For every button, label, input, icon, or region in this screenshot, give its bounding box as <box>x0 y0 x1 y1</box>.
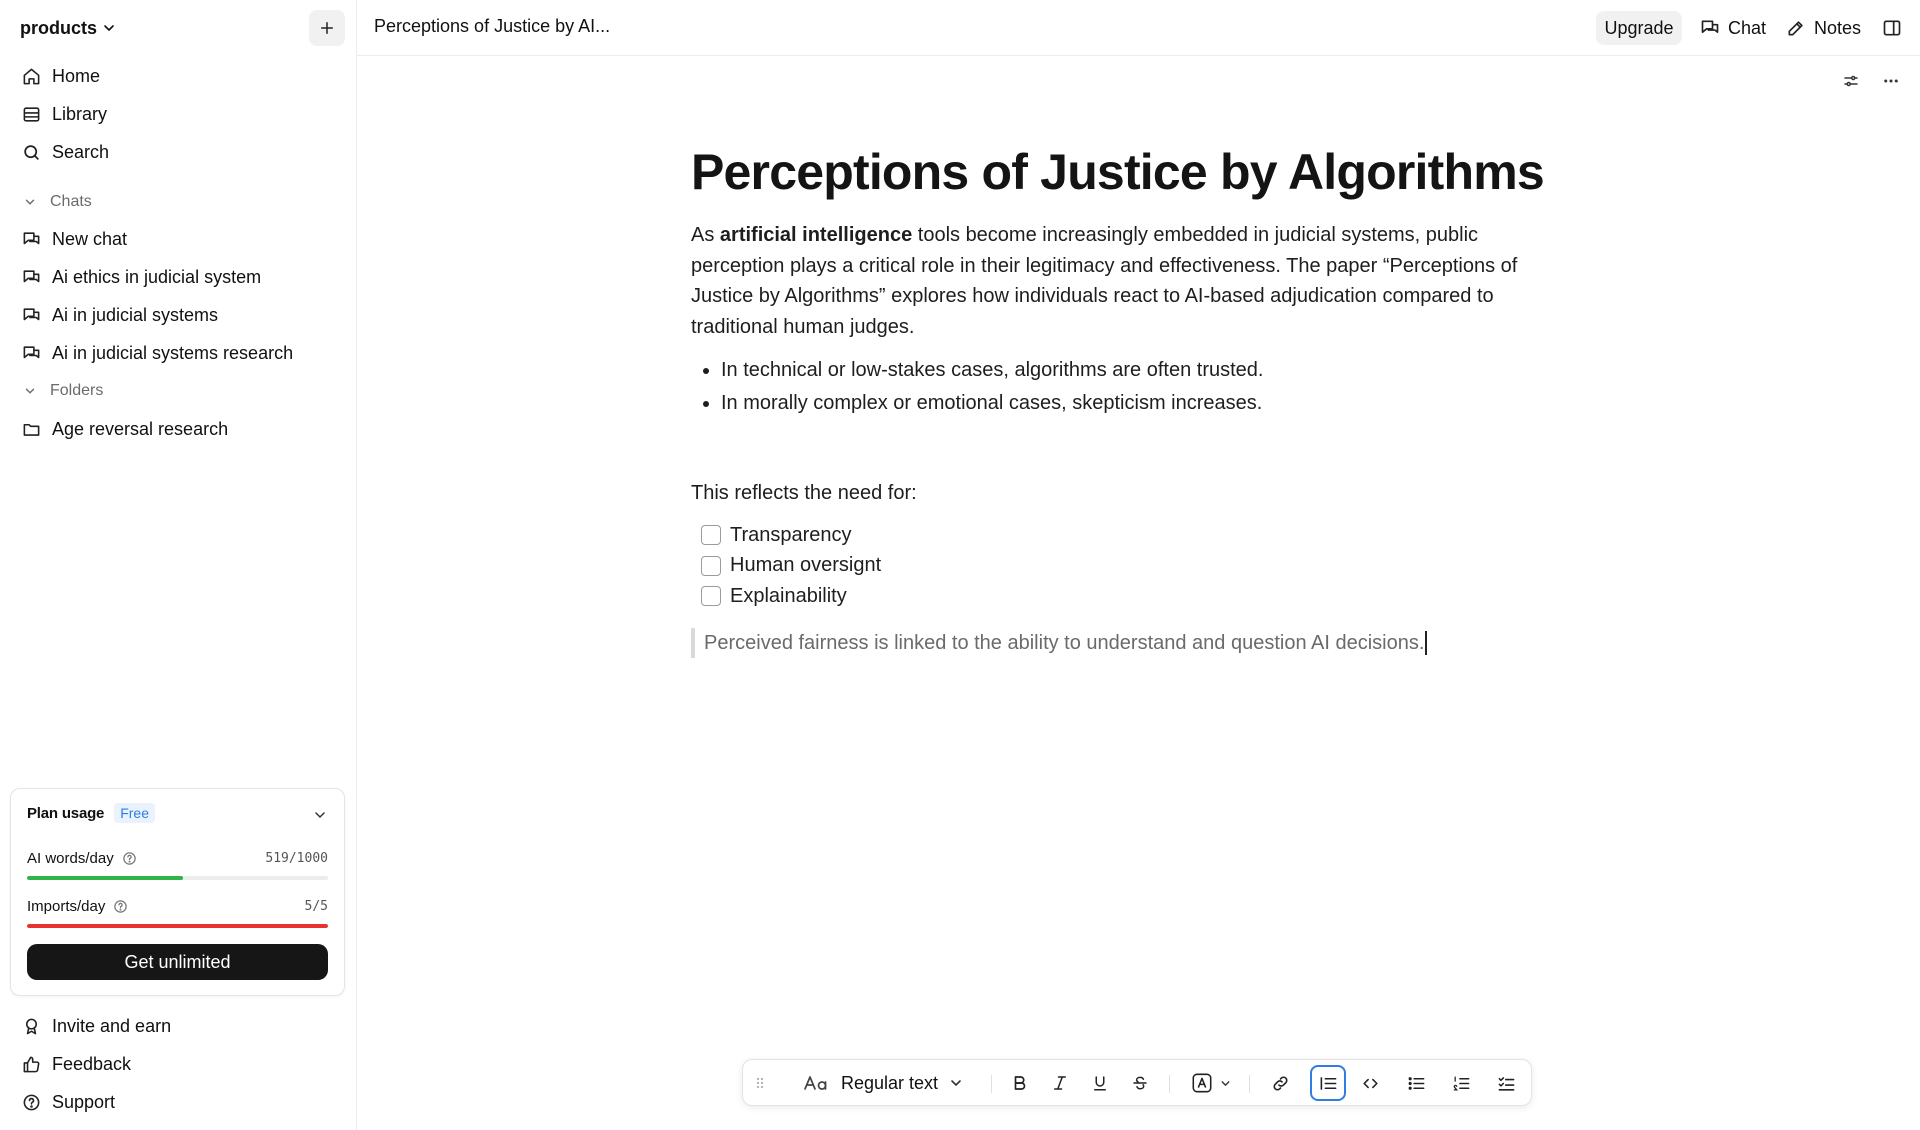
chevron-down-icon <box>1219 1077 1232 1090</box>
sidebar-item-label: Feedback <box>52 1053 132 1074</box>
numbered-list-icon <box>1452 1074 1471 1093</box>
bullet-list[interactable] <box>691 354 1571 420</box>
intro-text: tools become increasingly embedded in judicial systems, public perception plays a critical role in their legitimacy and effectiveness. The paper “Perceptions of Justice by Algorithms” explores how individuals react to AI-based adjudication compared to traditional human judges. <box>691 224 1518 338</box>
blockquote[interactable] <box>691 628 1571 658</box>
chats-section-header[interactable] <box>20 189 92 215</box>
sidebar-item-chat[interactable] <box>20 262 261 292</box>
plan-badge: Free <box>114 803 155 823</box>
award-icon <box>20 1015 42 1037</box>
top-bar <box>357 0 1920 56</box>
plus-icon <box>318 19 336 37</box>
help-circle-icon[interactable] <box>122 851 137 866</box>
checklist-item-label[interactable]: Human oversignt <box>730 554 882 577</box>
usage-label: AI words/day <box>27 849 114 867</box>
intro-text: As <box>691 224 720 246</box>
chat-icon <box>1700 18 1720 38</box>
plan-usage-header <box>27 803 155 823</box>
chevron-down-icon[interactable] <box>312 807 328 823</box>
help-circle-icon <box>20 1091 42 1113</box>
sidebar-item-label: Ai in judicial systems research <box>52 342 294 363</box>
sidebar-item-label: Search <box>52 141 110 162</box>
document-editor[interactable] <box>691 136 1571 658</box>
sidebar-item-feedback[interactable] <box>20 1049 131 1079</box>
code-icon <box>1361 1074 1380 1093</box>
sidebar-item-label: Age reversal research <box>52 418 229 439</box>
sidebar-item-label: Support <box>52 1091 116 1112</box>
toolbar-divider <box>991 1075 992 1093</box>
usage-label: Imports/day <box>27 897 106 915</box>
home-icon <box>20 65 42 87</box>
notes-button-label: Notes <box>1814 17 1862 38</box>
code-button[interactable] <box>1355 1068 1385 1098</box>
library-icon <box>20 103 42 125</box>
list-item[interactable]: In morally complex or emotional cases, skepticism increases. <box>691 387 1571 420</box>
plan-usage-title: Plan usage <box>27 804 105 822</box>
text-style-dropdown[interactable] <box>803 1068 983 1098</box>
underline-icon <box>1091 1074 1109 1092</box>
search-icon <box>20 141 42 163</box>
more-horizontal-icon <box>1882 72 1900 90</box>
checklist-button[interactable] <box>1491 1068 1521 1098</box>
sidebar-item-support[interactable] <box>20 1087 115 1117</box>
checkbox[interactable] <box>701 525 721 545</box>
sidebar-item-chat[interactable] <box>20 300 218 330</box>
thumbs-up-icon <box>20 1053 42 1075</box>
sidebar-panel-icon <box>1882 18 1902 38</box>
checklist-item <box>691 520 1571 551</box>
quote-list-icon <box>1319 1074 1338 1093</box>
sidebar-item-label: New chat <box>52 228 128 249</box>
filter-settings-button[interactable] <box>1838 68 1864 94</box>
toolbar-divider <box>1169 1075 1170 1093</box>
notes-button[interactable] <box>1786 11 1861 45</box>
italic-icon <box>1051 1074 1069 1092</box>
folders-section-header[interactable] <box>20 378 103 404</box>
chat-button[interactable] <box>1700 11 1766 45</box>
chevron-down-icon <box>948 1075 964 1091</box>
checklist-item <box>691 581 1571 612</box>
need-paragraph[interactable]: This reflects the need for: <box>691 482 917 504</box>
document-tab-title[interactable]: Perceptions of Justice by AI... <box>374 16 611 36</box>
checklist <box>691 520 1571 612</box>
imports-progress-bar <box>27 924 328 928</box>
text-style-icon <box>803 1074 831 1092</box>
checklist-icon <box>1497 1074 1516 1093</box>
checklist-item <box>691 551 1571 582</box>
sidebar-item-new-chat[interactable] <box>20 224 127 254</box>
bullet-list-button[interactable] <box>1401 1068 1431 1098</box>
usage-value: 5/5 <box>304 898 328 914</box>
text-cursor <box>1425 631 1427 655</box>
ai-words-usage-row <box>27 847 328 869</box>
strikethrough-icon <box>1131 1074 1149 1092</box>
sidebar-item-folder[interactable] <box>20 414 228 444</box>
upgrade-button[interactable]: Upgrade <box>1596 11 1682 45</box>
sidebar-item-label: Ai in judicial systems <box>52 304 219 325</box>
imports-usage-row <box>27 895 328 917</box>
formatting-toolbar <box>742 1059 1532 1106</box>
checkbox[interactable] <box>701 556 721 576</box>
text-style-label: Regular text <box>841 1072 939 1093</box>
list-item[interactable]: In technical or low-stakes cases, algorithms are often trusted. <box>691 354 1571 387</box>
progress-fill <box>27 924 328 928</box>
folder-icon <box>20 418 42 440</box>
new-item-button[interactable] <box>309 10 345 46</box>
drag-handle[interactable] <box>751 1068 769 1098</box>
text-color-button[interactable] <box>1187 1068 1235 1098</box>
bullet-list-icon <box>1407 1074 1426 1093</box>
sidebar <box>0 0 357 1130</box>
ai-words-progress-bar <box>27 876 328 880</box>
intro-paragraph[interactable] <box>691 220 1571 342</box>
help-circle-icon[interactable] <box>113 899 128 914</box>
chevron-down-icon <box>101 20 117 36</box>
underline-button[interactable] <box>1085 1068 1115 1098</box>
sidebar-item-library[interactable] <box>20 99 107 129</box>
chat-icon <box>20 304 42 326</box>
sidebar-item-search[interactable] <box>20 137 109 167</box>
section-label: Chats <box>50 193 92 210</box>
sidebar-item-chat[interactable] <box>20 338 293 368</box>
sidebar-item-label: Library <box>52 103 108 124</box>
intro-bold-text: artificial intelligence <box>719 224 913 246</box>
chevron-down-icon <box>20 384 40 398</box>
link-button[interactable] <box>1265 1068 1295 1098</box>
sliders-icon <box>1842 72 1860 90</box>
usage-value: 519/1000 <box>265 850 328 866</box>
chat-icon <box>20 342 42 364</box>
workspace-switcher[interactable] <box>20 14 117 42</box>
checkbox[interactable] <box>701 586 721 606</box>
bold-icon <box>1011 1074 1029 1092</box>
sidebar-item-invite[interactable] <box>20 1011 171 1041</box>
italic-button[interactable] <box>1045 1068 1075 1098</box>
sidebar-item-home[interactable] <box>20 61 100 91</box>
sidebar-item-label: Ai ethics in judicial system <box>52 266 262 287</box>
chat-icon <box>20 266 42 288</box>
get-unlimited-button[interactable]: Get unlimited <box>27 944 328 980</box>
sidebar-item-label: Home <box>52 65 101 86</box>
progress-fill <box>27 876 183 880</box>
chevron-down-icon <box>20 195 40 209</box>
section-label: Folders <box>50 382 104 399</box>
more-options-button[interactable] <box>1878 68 1904 94</box>
toolbar-divider <box>1249 1075 1250 1093</box>
text-color-icon <box>1191 1072 1213 1094</box>
workspace-name: products <box>20 17 98 38</box>
strikethrough-button[interactable] <box>1125 1068 1155 1098</box>
drag-handle-icon <box>755 1076 765 1090</box>
quote-text: Perceived fairness is linked to the ability to understand and question AI decisions. <box>704 631 1425 654</box>
chat-icon <box>20 228 42 250</box>
plan-usage-card <box>10 788 345 996</box>
checklist-item-label[interactable]: Transparency <box>730 523 852 546</box>
sidebar-item-label: Invite and earn <box>52 1015 172 1036</box>
document-title[interactable]: Perceptions of Justice by Algorithms <box>691 144 1544 200</box>
link-icon <box>1271 1074 1290 1093</box>
chat-button-label: Chat <box>1728 17 1767 38</box>
toggle-panel-button[interactable] <box>1882 11 1902 45</box>
pencil-icon <box>1786 18 1806 38</box>
checklist-item-label[interactable]: Explainability <box>730 584 847 607</box>
blockquote-button[interactable] <box>1310 1065 1346 1101</box>
bold-button[interactable] <box>1005 1068 1035 1098</box>
numbered-list-button[interactable] <box>1446 1068 1476 1098</box>
